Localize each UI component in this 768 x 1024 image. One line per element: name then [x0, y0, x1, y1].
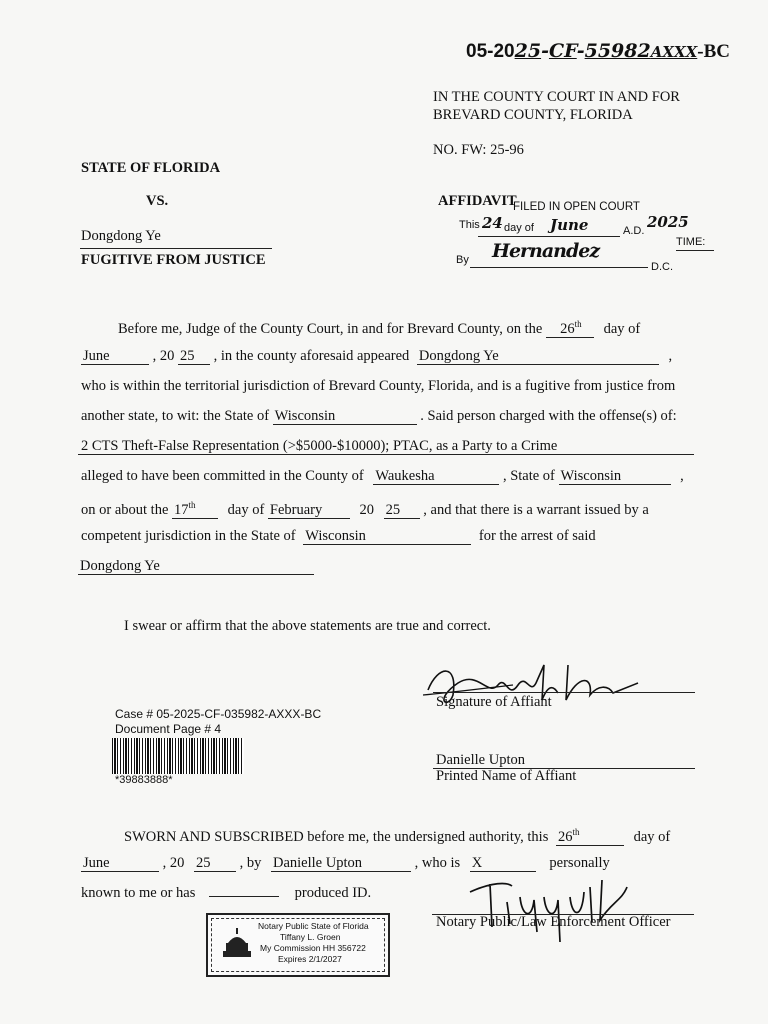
sworn-field-x: X [470, 856, 536, 872]
filed-by-signature: Hernandez [492, 240, 600, 262]
field-month: June [81, 349, 149, 365]
field-offense: 2 CTS Theft-False Representation (>$5000-$10000); PTAC, as a Party to a Crime [81, 438, 558, 454]
swear-statement: I swear or affirm that the above statements are true and correct. [124, 618, 491, 634]
sworn-field-day: 26th [556, 825, 624, 846]
filed-day-of: day of [504, 222, 534, 234]
field-about-day: 17th [172, 498, 218, 519]
body-line-1: Before me, Judge of the County Court, in and for Brevard County, on the 26th day of [118, 319, 641, 337]
affidavit-title: AFFIDAVIT [438, 193, 517, 209]
sticker-case-number: Case # 05-2025-CF-035982-AXXX-BC [115, 707, 322, 721]
sworn-field-id [209, 896, 279, 897]
sworn-field-year: 25 [194, 856, 236, 872]
filed-line-1 [478, 236, 620, 237]
defendant-name: Dongdong Ye [81, 228, 161, 244]
barcode-number: *39883888* [115, 774, 173, 786]
field-county: Waukesha [373, 469, 499, 485]
sworn-field-month: June [81, 856, 159, 872]
sworn-line-3: known to me or has produced ID. [81, 885, 372, 901]
filed-time: TIME: [676, 236, 706, 248]
body-line-9 [78, 558, 314, 575]
fugitive-label: FUGITIVE FROM JUSTICE [81, 252, 266, 268]
printed-name-label: Printed Name of Affiant [436, 768, 577, 784]
body-line-6: alleged to have been committed in the County of Waukesha , State of Wisconsin , [81, 468, 684, 484]
affiant-signature-line [433, 692, 695, 693]
filed-by: By [456, 254, 469, 266]
barcode [112, 738, 244, 774]
capitol-seal-icon [220, 927, 254, 961]
body-line-3: who is within the territorial jurisdiction of Brevard County, Florida, and is a fugitive from justice from [81, 378, 676, 394]
court-line-2: BREVARD COUNTY, FLORIDA [433, 107, 633, 123]
field-arrest-name: Dongdong Ye [78, 559, 314, 575]
affiant-printed-name: Danielle Upton [436, 752, 525, 768]
body-line-2: June , 20 25 , in the county aforesaid appeared Dongdong Ye , [83, 348, 673, 364]
state-of-florida: STATE OF FLORIDA [81, 160, 221, 176]
field-about-month: February [268, 503, 350, 519]
filed-time-line [676, 250, 714, 251]
docket-number: NO. FW: 25-96 [433, 142, 524, 158]
defendant-underline [80, 248, 272, 249]
officer-signature-scribble [462, 872, 652, 952]
notary-stamp [206, 913, 390, 977]
court-line-1: IN THE COUNTY COURT IN AND FOR [433, 89, 680, 105]
filed-dc: D.C. [651, 261, 673, 273]
versus: VS. [146, 193, 169, 209]
filed-stamp-title: FILED IN OPEN COURT [513, 201, 640, 213]
field-day: 26th [546, 317, 594, 338]
sworn-field-name: Danielle Upton [271, 856, 411, 872]
notary-line-4: Expires 2/1/2027 [278, 954, 342, 964]
sworn-line-1: SWORN AND SUBSCRIBED before me, the undersigned authority, this 26th day of [124, 827, 671, 845]
field-about-year: 25 [384, 503, 420, 519]
notary-line-3: My Commission HH 356722 [260, 943, 366, 953]
sticker-document-page: Document Page # 4 [115, 722, 222, 736]
sworn-line-2: June , 20 25 , by Danielle Upton , who is X personally [83, 855, 610, 871]
offense-underline [78, 454, 694, 455]
case-number-handwritten: 05-2025-CF-55982AXXX-BC [466, 40, 731, 62]
field-state-of: Wisconsin [273, 409, 417, 425]
field-appeared-name: Dongdong Ye [417, 349, 659, 365]
body-line-4: another state, to wit: the State of Wisconsin . Said person charged with the offense(s) of: [81, 408, 677, 424]
field-year: 25 [178, 349, 210, 365]
notary-line-2: Tiffany L. Groen [280, 932, 341, 942]
affiant-signature-label: Signature of Affiant [436, 694, 552, 710]
notary-line-1: Notary Public State of Florida [258, 921, 369, 931]
field-state-2: Wisconsin [559, 469, 671, 485]
officer-label: Notary Public/Law Enforcement Officer [436, 914, 671, 930]
filed-this: This [459, 219, 480, 231]
filed-day: 24 [482, 214, 503, 232]
filed-ad: A.D. [623, 225, 645, 237]
filed-month: June [550, 216, 589, 234]
body-line-8: competent jurisdiction in the State of Wisconsin for the arrest of said [81, 528, 596, 544]
filed-by-line [470, 267, 648, 268]
field-warrant-state: Wisconsin [303, 529, 471, 545]
filed-year: 2025 [647, 213, 689, 231]
body-line-7: on or about the 17th day of February 20 25 , and that there is a warrant issued by a [81, 500, 649, 518]
